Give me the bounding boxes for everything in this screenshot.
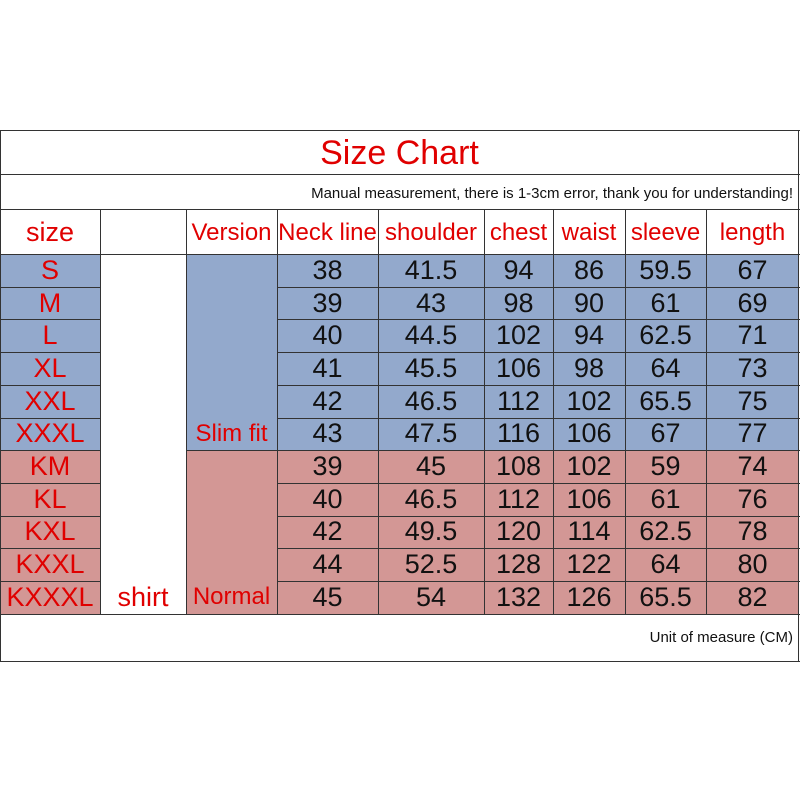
measurement-cell: 54 [415, 581, 447, 612]
product-label: shirt [117, 581, 169, 612]
header-product [100, 211, 186, 254]
measurement-cell: 74 [737, 451, 768, 482]
measurement-cell: 75 [737, 385, 768, 416]
measurement-cell: 77 [737, 418, 768, 449]
border-top [0, 130, 800, 131]
measurement-cell: 43 [312, 418, 343, 449]
measurement-cell: 41.5 [404, 254, 458, 285]
measurement-cell: 46.5 [404, 385, 458, 416]
measurement-cell: 73 [737, 352, 768, 383]
measurement-cell: 112 [496, 385, 541, 416]
measurement-cell: 61 [650, 483, 681, 514]
measurement-cell: 62.5 [639, 516, 692, 547]
measurement-cell: 44 [312, 549, 343, 580]
size-label: M [38, 287, 62, 318]
measurement-cell: 44.5 [404, 320, 458, 351]
measurement-cell: 42 [312, 516, 343, 547]
measurement-cell: 98 [573, 352, 605, 383]
measurement-note: Manual measurement, there is 1-3cm error, thank you for understanding! [311, 184, 793, 202]
measurement-cell: 49.5 [404, 516, 458, 547]
measurement-cell: 102 [495, 320, 542, 351]
measurement-cell: 65.5 [639, 385, 692, 416]
version-label-slim-fit: Slim fit [195, 419, 268, 447]
measurement-cell: 126 [566, 581, 612, 612]
header-neck-line: Neck line [278, 218, 377, 246]
size-label: KXXL [15, 549, 85, 580]
title-divider [0, 174, 800, 175]
measurement-cell: 65.5 [639, 581, 692, 612]
measurement-cell: 112 [496, 483, 541, 514]
measurement-cell: 69 [737, 287, 768, 318]
unit-note: Unit of measure (CM) [649, 628, 793, 646]
page-title: Size Chart [320, 134, 479, 172]
measurement-cell: 82 [737, 581, 768, 612]
header-sleeve: sleeve [630, 218, 701, 246]
measurement-cell: 39 [312, 451, 343, 482]
size-label: XXXL [15, 418, 85, 449]
measurement-cell: 46.5 [404, 483, 458, 514]
measurement-cell: 42 [312, 385, 343, 416]
measurement-cell: 116 [496, 418, 541, 449]
measurement-cell: 41 [312, 352, 343, 383]
measurement-cell: 71 [737, 320, 768, 351]
measurement-cell: 76 [737, 483, 768, 514]
measurement-cell: 94 [503, 254, 534, 285]
size-label: XL [33, 352, 67, 383]
border-bottom [0, 661, 800, 662]
header-waist: waist [561, 218, 617, 246]
measurement-cell: 67 [650, 418, 681, 449]
measurement-cell: 98 [503, 287, 534, 318]
row-divider-version [186, 614, 278, 615]
measurement-cell: 64 [650, 352, 681, 383]
measurement-cell: 86 [573, 254, 605, 285]
header-chest: chest [489, 218, 548, 246]
header-size: size [25, 217, 74, 247]
measurement-cell: 67 [737, 254, 768, 285]
measurement-cell: 106 [566, 418, 612, 449]
size-label: L [42, 320, 58, 351]
measurement-cell: 102 [566, 385, 612, 416]
measurement-cell: 94 [573, 320, 605, 351]
measurement-cell: 59.5 [639, 254, 692, 285]
column-divider [100, 209, 101, 615]
measurement-cell: 40 [312, 483, 343, 514]
measurement-cell: 132 [495, 581, 542, 612]
measurement-cell: 45 [312, 581, 343, 612]
row-divider-size [0, 614, 101, 615]
row-divider-data [277, 614, 800, 615]
row-divider-product [100, 614, 187, 615]
measurement-cell: 40 [312, 320, 343, 351]
measurement-cell: 52.5 [404, 549, 458, 580]
measurement-cell: 45 [415, 451, 447, 482]
size-label: XXL [24, 385, 76, 416]
column-divider [186, 209, 187, 615]
measurement-cell: 61 [650, 287, 681, 318]
size-chart-sheet [0, 130, 799, 662]
size-label: KM [29, 451, 71, 482]
measurement-cell: 47.5 [404, 418, 458, 449]
measurement-cell: 106 [566, 483, 612, 514]
measurement-cell: 43 [415, 287, 447, 318]
header-version: Version [191, 218, 272, 246]
measurement-cell: 80 [737, 549, 768, 580]
measurement-cell: 128 [495, 549, 542, 580]
size-label: KXXXL [6, 581, 94, 612]
measurement-cell: 38 [312, 254, 343, 285]
measurement-cell: 120 [495, 516, 542, 547]
measurement-cell: 90 [573, 287, 605, 318]
measurement-cell: 59 [650, 451, 681, 482]
measurement-cell: 62.5 [639, 320, 692, 351]
measurement-cell: 106 [495, 352, 542, 383]
note-divider [0, 209, 800, 210]
measurement-cell: 122 [566, 549, 612, 580]
measurement-cell: 114 [567, 516, 611, 547]
measurement-cell: 102 [566, 451, 612, 482]
measurement-cell: 39 [312, 287, 343, 318]
size-label: S [40, 254, 59, 285]
size-label: KXL [24, 516, 76, 547]
measurement-cell: 78 [737, 516, 768, 547]
version-label-normal: Normal [192, 583, 271, 611]
header-length: length [719, 218, 786, 246]
measurement-cell: 64 [650, 549, 681, 580]
header-shoulder: shoulder [384, 218, 478, 246]
measurement-cell: 108 [495, 451, 542, 482]
size-label: KL [33, 483, 67, 514]
measurement-cell: 45.5 [404, 352, 458, 383]
